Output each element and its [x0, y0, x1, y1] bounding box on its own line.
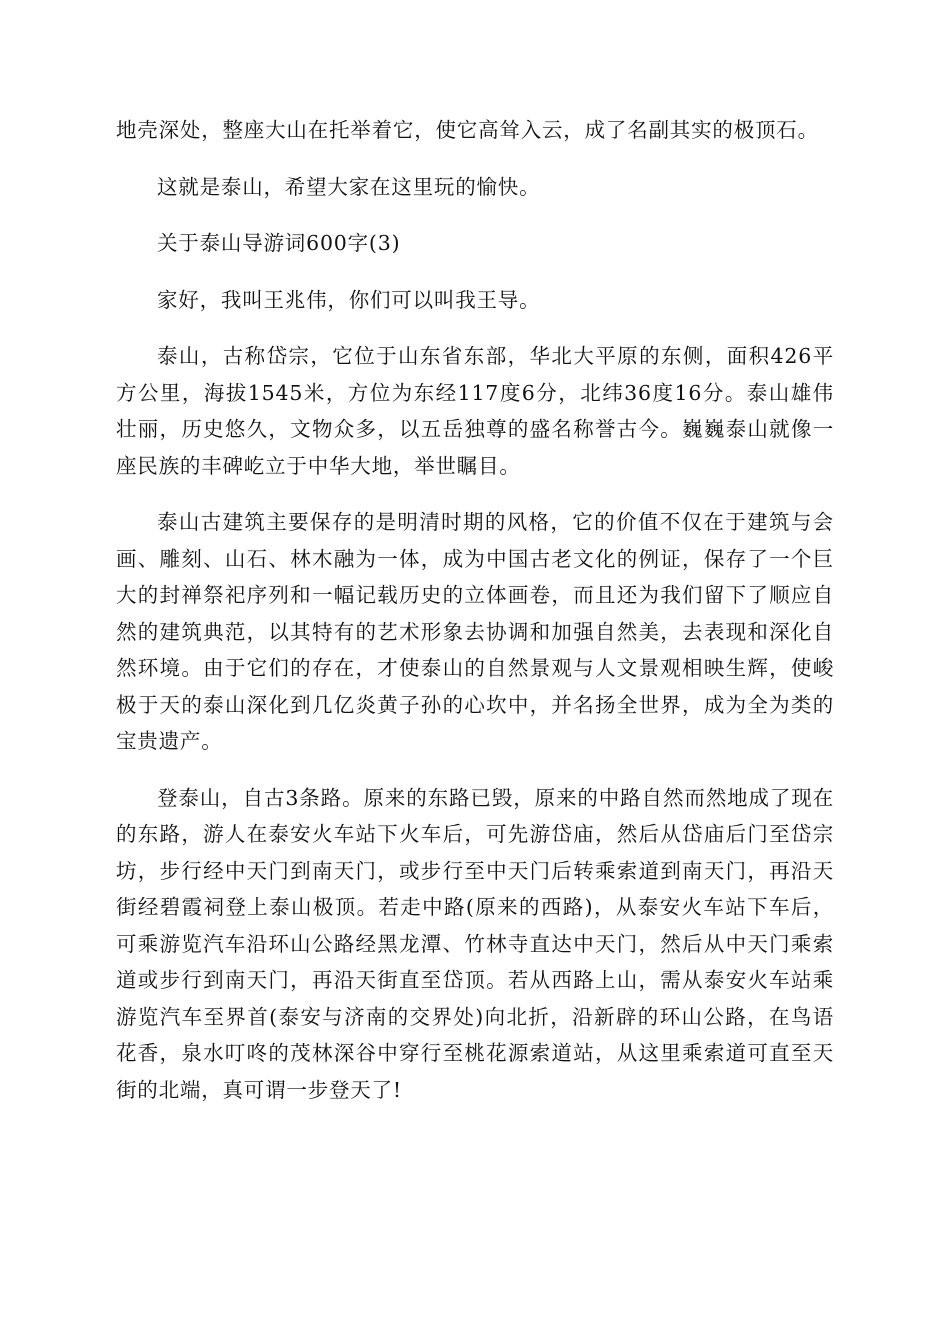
paragraph-intro: 泰山，古称岱宗，它位于山东省东部，华北大平原的东侧，面积426平方公里，海拔1545米，方位为东经117度6分，北纬36度16分。泰山雄伟壮丽，历史悠久，文物众多，以五岳独尊的盛名称誉古今。巍巍泰山就像一座民族的丰碑屹立于中华大地，举世瞩目。	[116, 344, 834, 478]
document-body	[116, 112, 834, 1128]
paragraph-architecture: 泰山古建筑主要保存的是明清时期的风格，它的价值不仅在于建筑与会画、雕刻、山石、林木融为一体，成为中国古老文化的例证，保存了一个巨大的封禅祭祀序列和一幅记载历史的立体画卷，而且还为我们留下了顺应自然的建筑典范，以其特有的艺术形象去协调和加强自然美，去表现和深化自然环境。由于它们的存在，才使泰山的自然景观与人文景观相映生辉，使峻极于天的泰山深化到几亿炎黄子孙的心坎中，并名扬全世界，成为全为类的宝贵遗产。	[116, 510, 834, 753]
paragraph-greeting: 家好，我叫王兆伟，你们可以叫我王导。	[157, 287, 541, 312]
paragraph-continuation: 地壳深处，整座大山在托举着它，使它高耸入云，成了名副其实的极顶石。	[116, 118, 819, 142]
paragraph-routes: 登泰山，自古3条路。原来的东路已毁，原来的中路自然而然地成了现在的东路，游人在泰安火车站下火车后，可先游岱庙，然后从岱庙后门至岱宗坊，步行经中天门到南天门，或步行至中天门后转乘索道到南天门，再沿天街经碧霞祠登上泰山极顶。若走中路(原来的西路)，从泰安火车站下车后，可乘游览汽车沿环山公路经黑龙潭、竹林寺直达中天门，然后从中天门乘索道或步行到南天门，再沿天街直至岱顶。若从西路上山，需从泰安火车站乘游览汽车至界首(泰安与济南的交界处)向北折，沿新辟的环山公路，在鸟语花香，泉水叮咚的茂林深谷中穿行至桃花源索道站，从这里乘索道可直至天街的北端，真可谓一步登天了!	[116, 785, 834, 1102]
paragraph-closing: 这就是泰山，希望大家在这里玩的愉快。	[157, 174, 541, 199]
section-heading: 关于泰山导游词600字(3)	[157, 231, 401, 255]
